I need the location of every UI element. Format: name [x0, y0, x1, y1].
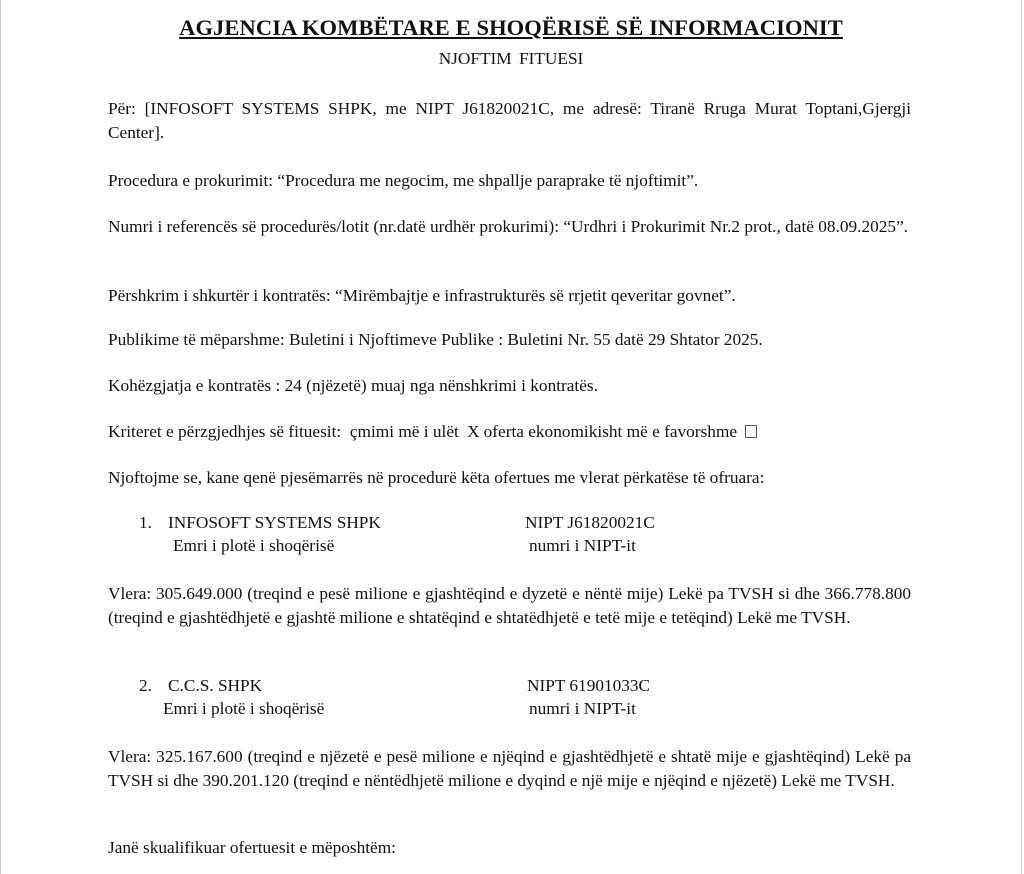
criteria-selected-mark: X — [467, 422, 480, 441]
bidder-2-number: 2. — [139, 676, 152, 695]
bidder-1-nipt-caption: numri i NIPT-it — [529, 536, 636, 555]
criteria-paragraph — [108, 420, 911, 444]
bidder-1-number: 1. — [139, 513, 152, 532]
criteria-label: Kriteret e përzgjedhjes së fituesit: — [108, 422, 342, 441]
bidder-1-name: INFOSOFT SYSTEMS SHPK — [168, 513, 381, 532]
procedure-paragraph: Procedura e prokurimit: “Procedura me negocim, me shpallje paraprake të njoftimit”. — [108, 171, 699, 190]
checkbox-icon — [745, 425, 757, 438]
publications-paragraph: Publikime të mëparshme: Buletini i Njoftimeve Publike : Buletini Nr. 55 datë 29 Shtator 2025. — [108, 330, 763, 349]
description-paragraph: Përshkrim i shkurtër i kontratës: “Mirëmbajtje e infrastrukturës së rrjetit qeveritar govnet”. — [108, 286, 736, 305]
participants-intro: Njoftojme se, kane qenë pjesëmarrës në procedurë këta ofertues me vlerat përkatëse të ofruara: — [108, 468, 765, 487]
duration-paragraph: Kohëzgjatja e kontratës : 24 (njëzetë) muaj nga nënshkrimi i kontratës. — [108, 376, 598, 395]
bidder-2-name-caption: Emri i plotë i shoqërisë — [163, 699, 325, 718]
document-title: AGJENCIA KOMBËTARE E SHOQËRISË SË INFORMACIONIT — [179, 15, 843, 40]
bidder-1-value: Vlera: 305.649.000 (treqind e pesë milione e gjashtëqind e dyzetë e nëntë mije) Lekë pa TVSH si dhe 366.778.800 (treqind e gjashtëdhjetë e gjashtë milione e shtatëqind e shtatëdhjetë e tetë mije e tetëqind) Lekë me TVSH. — [108, 584, 911, 627]
criteria-lowest-price: çmimi më i ulët — [349, 422, 459, 441]
disqualified-intro: Janë skualifikuar ofertuesit e mëposhtëm: — [108, 838, 396, 857]
bidder-2-nipt-caption: numri i NIPT-it — [529, 699, 636, 718]
criteria-economic-offer: oferta ekonomikisht më e favorshme — [483, 422, 738, 441]
bidder-2-name: C.C.S. SHPK — [168, 676, 263, 695]
reference-paragraph: Numri i referencës së procedurës/lotit (nr.datë urdhër prokurimi): “Urdhri i Prokurimit Nr.2 prot., datë 08.09.2025”. — [108, 217, 908, 236]
bidder-2-nipt: NIPT 61901033C — [527, 676, 651, 695]
bidder-2-value: Vlera: 325.167.600 (treqind e njëzetë e pesë milione e njëqind e gjashtëdhjetë e shtatë mije e gjashtëqind) Lekë pa TVSH si dhe 390.201.120 (treqind e nëntëdhjetë milione e dyqind e një mije e njëqind e njëzetë) Lekë me TVSH. — [108, 747, 911, 790]
recipient-paragraph: Për: [INFOSOFT SYSTEMS SHPK, me NIPT J61820021C, me adresë: Tiranë Rruga Murat Toptani,Gjergji Center]. — [108, 99, 911, 142]
bidder-1-name-caption: Emri i plotë i shoqërisë — [173, 536, 335, 555]
document-subtitle: NJOFTIM FITUESI — [438, 49, 584, 68]
bidder-1-nipt: NIPT J61820021C — [525, 513, 655, 532]
